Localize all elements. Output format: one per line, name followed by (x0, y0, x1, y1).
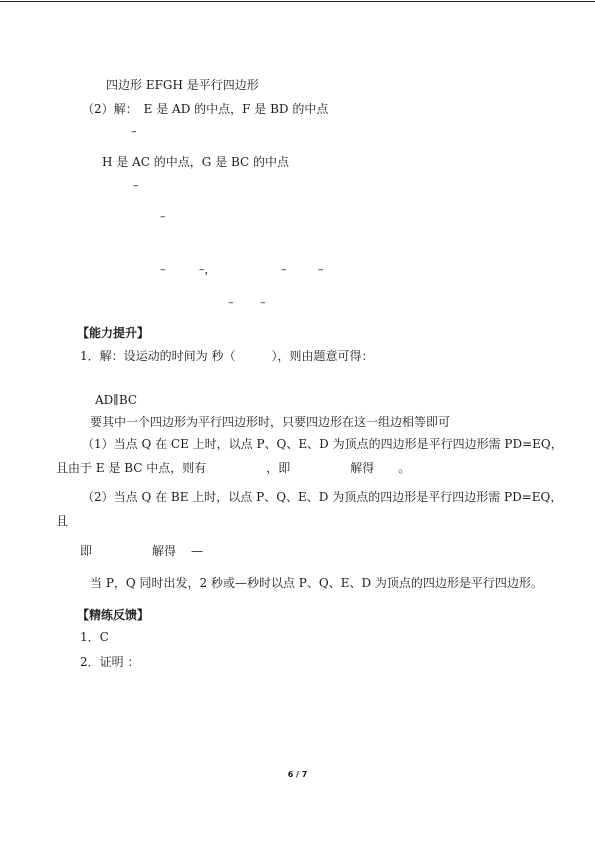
text-line: （2）解： E 是 AD 的中点，F 是 BD 的中点 (82, 102, 329, 116)
formula-fragment: – (131, 125, 137, 138)
text-line: （1）当点 Q 在 CE 上时，以点 P、Q、E、D 为顶点的四边形是平行四边形需 PD=EQ， (82, 437, 563, 451)
formula-fragment: – (281, 263, 287, 276)
formula-fragment: –， (199, 263, 216, 276)
section-heading: 【能力提升】 (77, 326, 150, 340)
header-rule (0, 1, 595, 2)
text-line: 1．解：设运动的时间为 秒（ ），则由题意可得： (80, 349, 374, 363)
text-line: AD∥BC (95, 393, 138, 407)
formula-fragment: – (160, 210, 166, 223)
text-line: H 是 AC 的中点，G 是 BC 的中点 (102, 155, 290, 169)
formula-fragment: – (260, 296, 266, 309)
text-line: 要其中一个四边形为平行四边形时，只要四边形在这一组边相等即可 (90, 415, 451, 429)
formula-fragment: – (160, 263, 166, 276)
text-line: 1．C (80, 630, 109, 644)
text-line: 解得 (152, 544, 177, 558)
formula-fragment: – (318, 263, 324, 276)
text-line: 且 (56, 514, 69, 528)
section-heading: 【精练反馈】 (77, 608, 150, 622)
text-line: 且由于 E 是 BC 中点，则有 ，即 解得 。 (56, 461, 411, 475)
text-line: 即 (80, 544, 93, 558)
text-line: 当 P，Q 同时出发，2 秒或—秒时以点 P、Q、E、D 为顶点的四边形是平行四边形。 (90, 576, 543, 590)
formula-fragment: – (228, 296, 234, 309)
text-line: 2．证明 ： (80, 655, 140, 669)
page-number: 6 / 7 (287, 770, 308, 779)
text-line: （2）当点 Q 在 BE 上时，以点 P、Q、E、D 为顶点的四边形是平行四边形需 PD=EQ， (82, 490, 563, 504)
formula-fragment: – (133, 179, 139, 192)
formula-fragment: — (191, 544, 203, 558)
text-line: 四边形 EFGH 是平行四边形 (106, 78, 259, 92)
